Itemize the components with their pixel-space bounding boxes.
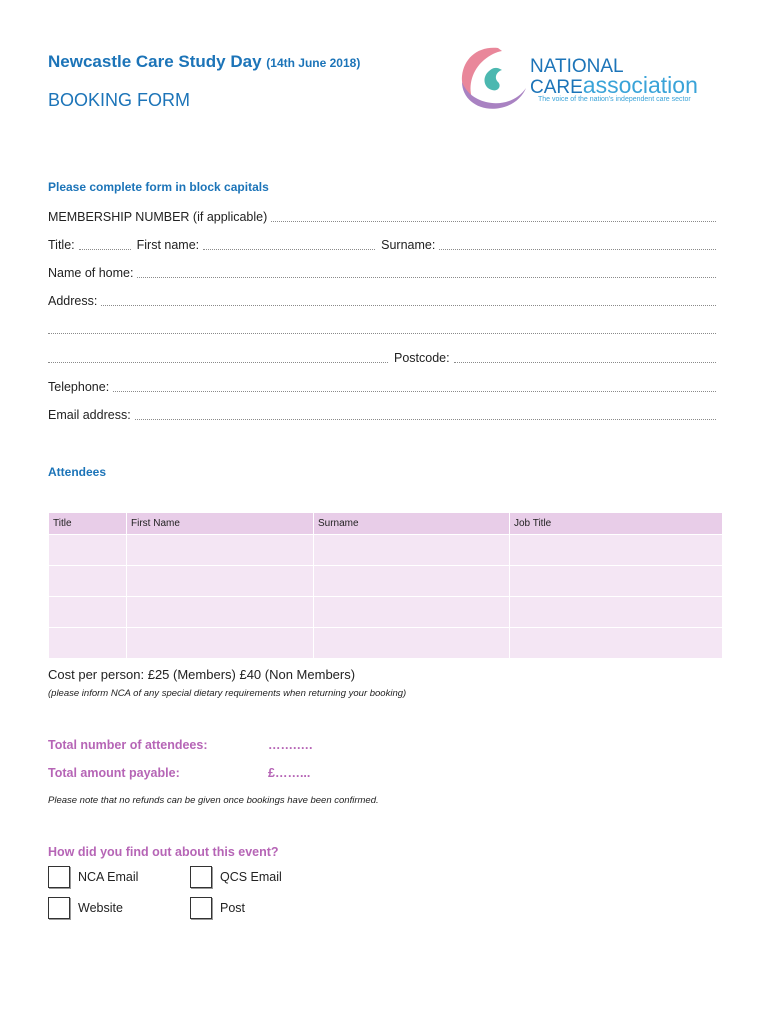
col-first-name: First Name	[127, 513, 314, 535]
table-cell[interactable]	[510, 566, 723, 597]
title-label: Title:	[48, 238, 75, 252]
find-out-heading: How did you find out about this event?	[48, 845, 279, 859]
table-row	[49, 597, 723, 628]
table-cell[interactable]	[510, 628, 723, 659]
first-name-label: First name:	[136, 238, 200, 252]
address-row	[48, 290, 716, 308]
table-cell[interactable]	[314, 535, 510, 566]
table-cell[interactable]	[127, 566, 314, 597]
table-cell[interactable]	[49, 535, 127, 566]
membership-row	[48, 206, 716, 224]
table-row	[49, 535, 723, 566]
address-row-2	[48, 318, 716, 336]
option-nca-email[interactable]	[48, 866, 138, 888]
dietary-note: (please inform NCA of any special dietary requirements when returning your booking)	[48, 688, 407, 699]
first-name-field[interactable]	[203, 238, 375, 250]
surname-field[interactable]	[439, 238, 716, 250]
membership-field[interactable]	[271, 210, 716, 222]
nca-logo	[458, 42, 728, 114]
table-cell[interactable]	[314, 566, 510, 597]
checkbox-qcs-email[interactable]	[190, 866, 212, 888]
table-row	[49, 566, 723, 597]
total-payable-label: Total amount payable:	[48, 766, 180, 780]
address-field-2[interactable]	[48, 322, 716, 334]
postcode-row	[48, 347, 716, 365]
membership-label: MEMBERSHIP NUMBER (if applicable)	[48, 210, 268, 224]
option-qcs-email[interactable]	[190, 866, 282, 888]
option-label: NCA Email	[78, 870, 139, 884]
checkbox-nca-email[interactable]	[48, 866, 70, 888]
home-field[interactable]	[137, 266, 716, 278]
total-payable-field[interactable]: £……...	[268, 766, 311, 780]
event-title	[48, 52, 360, 72]
home-row	[48, 262, 716, 280]
table-cell[interactable]	[510, 597, 723, 628]
table-cell[interactable]	[127, 535, 314, 566]
attendees-heading: Attendees	[48, 465, 107, 479]
total-attendees-field[interactable]: …….….	[268, 738, 313, 752]
col-job-title: Job Title	[510, 513, 723, 535]
logo-national: NATIONAL	[530, 56, 624, 77]
cost-per-person: Cost per person: £25 (Members) £40 (Non Members)	[48, 667, 356, 682]
table-cell[interactable]	[510, 535, 723, 566]
address-field-1[interactable]	[101, 294, 716, 306]
col-title: Title	[49, 513, 127, 535]
telephone-field[interactable]	[113, 380, 716, 392]
postcode-field[interactable]	[454, 351, 716, 363]
nca-logo-mark-icon	[458, 42, 538, 114]
address-label: Address:	[48, 294, 98, 308]
total-attendees-label: Total number of attendees:	[48, 738, 208, 752]
option-post[interactable]	[190, 897, 245, 919]
form-title: BOOKING FORM	[48, 90, 191, 110]
address-field-3[interactable]	[48, 351, 388, 363]
table-cell[interactable]	[49, 628, 127, 659]
email-field[interactable]	[135, 408, 716, 420]
email-row	[48, 404, 716, 422]
logo-care-association	[530, 72, 698, 99]
refund-note: Please note that no refunds can be given once bookings have been confirmed.	[48, 795, 379, 806]
table-cell[interactable]	[314, 628, 510, 659]
attendees-table	[48, 512, 723, 659]
col-surname: Surname	[314, 513, 510, 535]
email-label: Email address:	[48, 408, 131, 422]
surname-label: Surname:	[381, 238, 436, 252]
table-row	[49, 628, 723, 659]
form-instruction: Please complete form in block capitals	[48, 180, 269, 194]
checkbox-website[interactable]	[48, 897, 70, 919]
name-row	[48, 234, 716, 252]
event-name: Newcastle Care Study Day	[48, 52, 262, 71]
option-label: Website	[78, 901, 123, 915]
table-cell[interactable]	[314, 597, 510, 628]
event-date: (14th June 2018)	[266, 56, 361, 70]
table-cell[interactable]	[127, 628, 314, 659]
checkbox-post[interactable]	[190, 897, 212, 919]
logo-tagline: The voice of the nation's independent care sector	[538, 96, 691, 103]
telephone-label: Telephone:	[48, 380, 110, 394]
postcode-label: Postcode:	[394, 351, 450, 365]
option-website[interactable]	[48, 897, 123, 919]
option-label: QCS Email	[220, 870, 282, 884]
title-field[interactable]	[79, 238, 131, 250]
table-cell[interactable]	[49, 597, 127, 628]
home-label: Name of home:	[48, 266, 134, 280]
option-label: Post	[220, 901, 246, 915]
logo-association: association	[582, 72, 698, 98]
table-cell[interactable]	[49, 566, 127, 597]
logo-care: CARE	[530, 77, 583, 98]
attendees-header-row	[49, 513, 723, 535]
table-cell[interactable]	[127, 597, 314, 628]
telephone-row	[48, 376, 716, 394]
